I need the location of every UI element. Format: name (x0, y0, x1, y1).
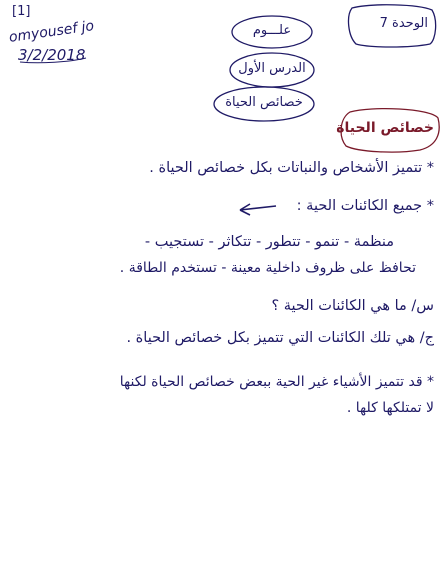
note-date: 3/2/2018 (18, 46, 86, 64)
question-line: س/ ما هي الكائنات الحية ؟ (271, 298, 434, 314)
characteristics-list: منظمة - تنمو - تتطور - تتكاثر - تستجيب - (144, 234, 394, 250)
page-marker: [1] (12, 4, 31, 19)
note-line: * قد تتميز الأشياء غير الحية ببعض خصائص الحياة لكنها (119, 374, 434, 390)
unit-label: الوحدة 7 (379, 16, 428, 31)
section-title: خصائص الحياة (336, 120, 434, 136)
topic-title: خصائص الحياة (225, 95, 303, 110)
subject-title: علـــوم (252, 23, 292, 38)
note-line-cont: لا تمتلكها كلها . (346, 400, 434, 416)
author-handle: omyousef jo (8, 18, 96, 46)
statement-line: * تتميز الأشخاص والنباتات بكل خصائص الحياة . (149, 160, 434, 176)
characteristics-list-cont: تحافظ على ظروف داخلية معينة - تستخدم الطاقة . (119, 260, 416, 276)
lesson-title: الدرس الأول (238, 61, 306, 76)
answer-line: ج/ هي تلك الكائنات التي تتميز بكل خصائص الحياة . (126, 330, 434, 346)
living-things-heading: * جميع الكائنات الحية : (296, 198, 434, 214)
